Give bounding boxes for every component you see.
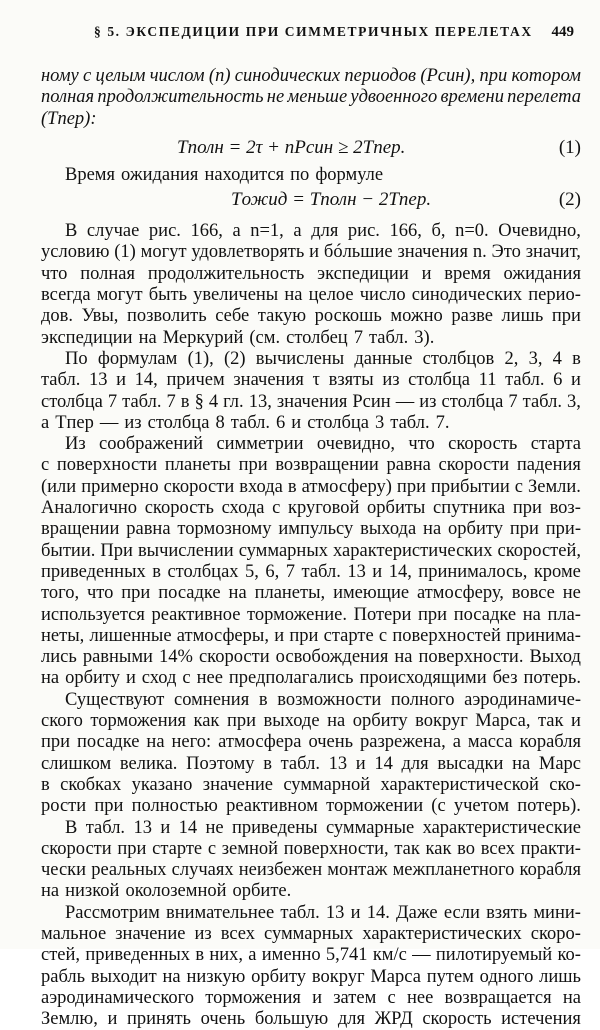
text-line: вращении равна тормозному импульсу выхода на орбиту при при- [41,519,581,540]
paragraph [41,434,581,690]
text-line: экспедиции на Меркурий (см. столбец 7 табл. 3). [41,327,435,348]
text-line: столбца 7 табл. 7 в § 4 гл. 13, значения Pсин — из столбца 7 табл. 3, [41,391,581,412]
text-line: приведенных в столбцах 5, 6, 7 табл. 13 и 14, принималось, кроме [41,561,581,582]
paragraph [41,690,581,818]
text-line: а Tпер — из столбца 8 табл. 6 и столбца 3 табл. 7. [41,412,450,433]
text-line: табл. 13 и 14, причем значения τ взяты из столбца 11 табл. 6 и [41,370,581,391]
text-line: при посадке на него: атмосфера очень разрежена, а масса корабля [41,732,581,753]
text-line: что полная продолжительность экспедиции и время ожидания [41,263,581,284]
text-line: чески реальных случаях неизбежен монтаж межпланетного корабля [41,860,581,881]
text-line: стей, приведенных в них, а именно 5,741 км/с — пилотируемый ко- [41,945,581,966]
text-line: аэродинамического торможения и затем с нее возвращается на [41,987,581,1008]
text-line: Из соображений симметрии очевидно, что скорость старта [65,434,581,455]
text-line: скорости при старте с земной поверхности, так как во всех практи- [41,838,581,859]
text-line: того, что при посадке на планеты, имеющие атмосферу, вовсе не [41,583,581,604]
text-line: на орбиту и сход с нее предполагались происходящими без потерь. [41,668,581,689]
page-header [94,24,574,44]
text-line: на низкой околоземной орбите. [41,881,292,902]
text-line: мальное значение из всех суммарных характеристических скоро- [41,923,581,944]
formula-1 [41,134,581,161]
text-line: с поверхности планеты при возвращении равна скорости падения [41,455,581,476]
text-line: используется реактивное торможение. Потери при посадке на пла- [41,604,581,625]
paragraph [41,818,581,903]
text-line: всегда могут быть увеличены на целое число синодических перио- [41,285,581,306]
formula-2 [41,186,581,213]
page-number: 449 [551,24,574,40]
text-line: (Tпер): [41,108,97,129]
formula-1-number: (1) [558,136,581,158]
text-line: слишком велика. Поэтому в табл. 13 и 14 для высадки на Марс [41,753,581,774]
paragraph [41,221,581,349]
paragraph [41,349,581,434]
text-line: ному с целым числом (n) синодических периодов (Pсин), при котором [41,66,581,86]
text-line: в скобках указано значение суммарной характеристической ско- [41,774,581,795]
text-line: бытии. При вычислении суммарных характеристических скоростей, [41,540,581,561]
text-line: полная продолжительность не меньше удвоенного времени перелета [41,87,581,108]
text-line: лись равными 14% скорости освобождения на поверхности. Выход [41,647,581,668]
text-line: Землю, и принять очень большую для ЖРД скорость истечения [41,1009,581,1030]
text-line: В случае рис. 166, а n=1, а для рис. 166, б, n=0. Очевидно, [65,221,581,242]
text-line: Существуют сомнения в возможности полного аэродинамиче- [65,689,581,710]
text-line: Рассмотрим внимательнее табл. 13 и 14. Даже если взять мини- [65,902,581,923]
text-line: рабль выходит на низкую орбиту вокруг Марса путем одного лишь [41,966,581,987]
text-line: По формулам (1), (2) вычислены данные столбцов 2, 3, 4 в [65,348,581,369]
text-line: В табл. 13 и 14 не приведены суммарные характеристические [65,817,581,838]
formula-2-number: (2) [558,189,581,211]
text-line: дов. Увы, позволить себе такую роскошь можно разве лишь при [41,306,581,327]
text-line: (или примерно скорости входа в атмосферу) при прибытии с Земли. [41,476,581,497]
text-line: неты, лишенные атмосферы, и при старте с поверхностей принима- [41,625,581,646]
text-line: рости при полностью реактивном торможении (с учетом потерь). [41,796,581,817]
running-title: § 5. ЭКСПЕДИЦИИ ПРИ СИММЕТРИЧНЫХ ПЕРЕЛЕТАХ [94,24,533,39]
page-body [41,66,581,1030]
text-line: ского торможения как при выходе на орбиту вокруг Марса, так и [41,711,581,732]
formula-2-expression: Tожид = Tполн − 2Tпер. [231,189,432,211]
formula-1-expression: Tполн = 2τ + nPсин ≥ 2Tпер. [177,136,406,158]
paragraph [41,903,581,1030]
text-line: условию (1) могут удовлетворять и бóльшие значения n. Это значит, [41,242,581,263]
text-line: Аналогично скорость схода с круговой орбиты спутника при воз- [41,498,581,519]
text-line: Время ожидания находится по формуле [65,164,384,185]
